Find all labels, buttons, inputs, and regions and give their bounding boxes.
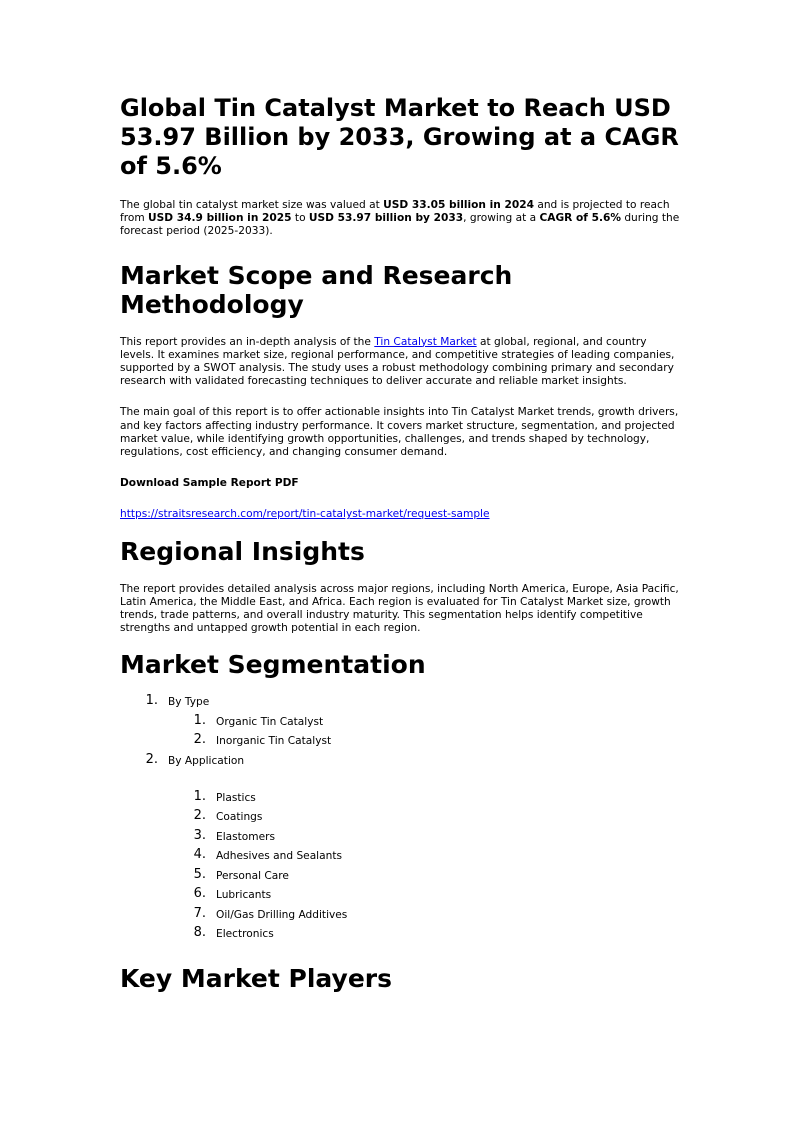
- list-item-label: Elastomers: [216, 830, 275, 843]
- list-item: [120, 904, 680, 924]
- list-number: 8.: [193, 925, 206, 941]
- list-number: 2.: [193, 808, 206, 824]
- list-item: [120, 923, 680, 943]
- list-item: [120, 806, 680, 826]
- download-label-text: Download Sample Report PDF: [120, 477, 299, 490]
- intro-paragraph: [120, 199, 680, 239]
- list-number: 1.: [193, 788, 206, 804]
- list-item-label: Coatings: [216, 811, 263, 824]
- scope-p1-after: at global, regional, and country levels. It examines market size, regional performance, and competitive strategies of leading companies, supported by a SWOT analysis. The study uses a robust methodology combining primary and secondary research with validated forecasting techniques to deliver accurate and reliable market insights.: [120, 335, 675, 388]
- list-number: 1.: [145, 693, 158, 709]
- intro-value-2025: USD 34.9 billion in 2025: [148, 212, 292, 225]
- list-number: 7.: [193, 905, 206, 921]
- segmentation-list: [120, 691, 680, 943]
- list-item: [120, 884, 680, 904]
- list-item-label: Oil/Gas Drilling Additives: [216, 908, 348, 921]
- players-heading: Key Market Players: [120, 963, 392, 993]
- list-item: [120, 845, 680, 865]
- list-item-label: Inorganic Tin Catalyst: [216, 735, 332, 748]
- list-item-label: Lubricants: [216, 889, 272, 902]
- intro-text-4: , growing at a: [463, 212, 540, 225]
- list-number: 2.: [145, 751, 158, 767]
- list-item-by-application: [120, 750, 680, 943]
- intro-value-2033: USD 53.97 billion by 2033: [308, 212, 464, 225]
- sample-report-link[interactable]: https://straitsresearch.com/report/tin-catalyst-market/request-sample: [120, 508, 490, 521]
- download-link-paragraph: [120, 508, 680, 521]
- list-item: [120, 826, 680, 846]
- list-item-label: Organic Tin Catalyst: [216, 715, 324, 728]
- list-item-by-type: [120, 691, 680, 750]
- list-number: 4.: [193, 847, 206, 863]
- intro-text-3: to: [291, 212, 309, 225]
- list-item-label: Plastics: [216, 791, 256, 804]
- scope-paragraph-1: [120, 336, 680, 389]
- regional-paragraph: The report provides detailed analysis across major regions, including North America, Europe, Asia Pacific, Latin America, the Middle East, and Africa. Each region is evaluated for Tin Catalyst Market size, growth trends, trade patterns, and overall industry maturity. This segmentation helps identify competitive strengths and untapped growth potential in each region.: [120, 582, 679, 635]
- intro-text-2: and is projected to reach from: [120, 199, 670, 225]
- intro-text-5: during the forecast period (2025-2033).: [120, 212, 680, 238]
- list-item-label: Electronics: [216, 928, 274, 941]
- list-item-label: Personal Care: [216, 869, 289, 882]
- scope-paragraph-2: The main goal of this report is to offer actionable insights into Tin Catalyst Market trends, growth drivers, and key factors affecting industry performance. It covers market structure, segmentation, and projected market value, while identifying growth opportunities, challenges, and trends shaped by technology, regulations, cost efficiency, and changing consumer demand.: [120, 406, 679, 459]
- scope-p1-before: This report provides an in-depth analysis of the: [120, 335, 375, 348]
- regional-heading: Regional Insights: [120, 536, 365, 566]
- scope-heading: Market Scope and Research Methodology: [120, 260, 513, 319]
- list-item: [120, 787, 680, 807]
- list-item-label: By Application: [168, 754, 245, 767]
- list-number: 2.: [193, 732, 206, 748]
- intro-text-1: The global tin catalyst market size was valued at: [120, 199, 384, 211]
- page-title: Global Tin Catalyst Market to Reach USD 53.97 Billion by 2033, Growing at a CAGR of 5.6%: [120, 94, 679, 180]
- list-item: [120, 711, 680, 731]
- list-item: [120, 865, 680, 885]
- list-item-label: By Type: [168, 696, 210, 709]
- list-number: 3.: [193, 827, 206, 843]
- list-item-label: Adhesives and Sealants: [216, 850, 343, 863]
- intro-cagr: CAGR of 5.6%: [539, 212, 621, 225]
- list-item: [120, 730, 680, 750]
- tin-catalyst-market-link[interactable]: Tin Catalyst Market: [374, 335, 477, 348]
- download-label: [120, 477, 680, 490]
- list-number: 5.: [193, 866, 206, 882]
- intro-value-2024: USD 33.05 billion in 2024: [383, 199, 534, 211]
- list-number: 1.: [193, 712, 206, 728]
- list-number: 6.: [193, 886, 206, 902]
- document-page: [120, 94, 680, 993]
- segmentation-heading: Market Segmentation: [120, 650, 426, 680]
